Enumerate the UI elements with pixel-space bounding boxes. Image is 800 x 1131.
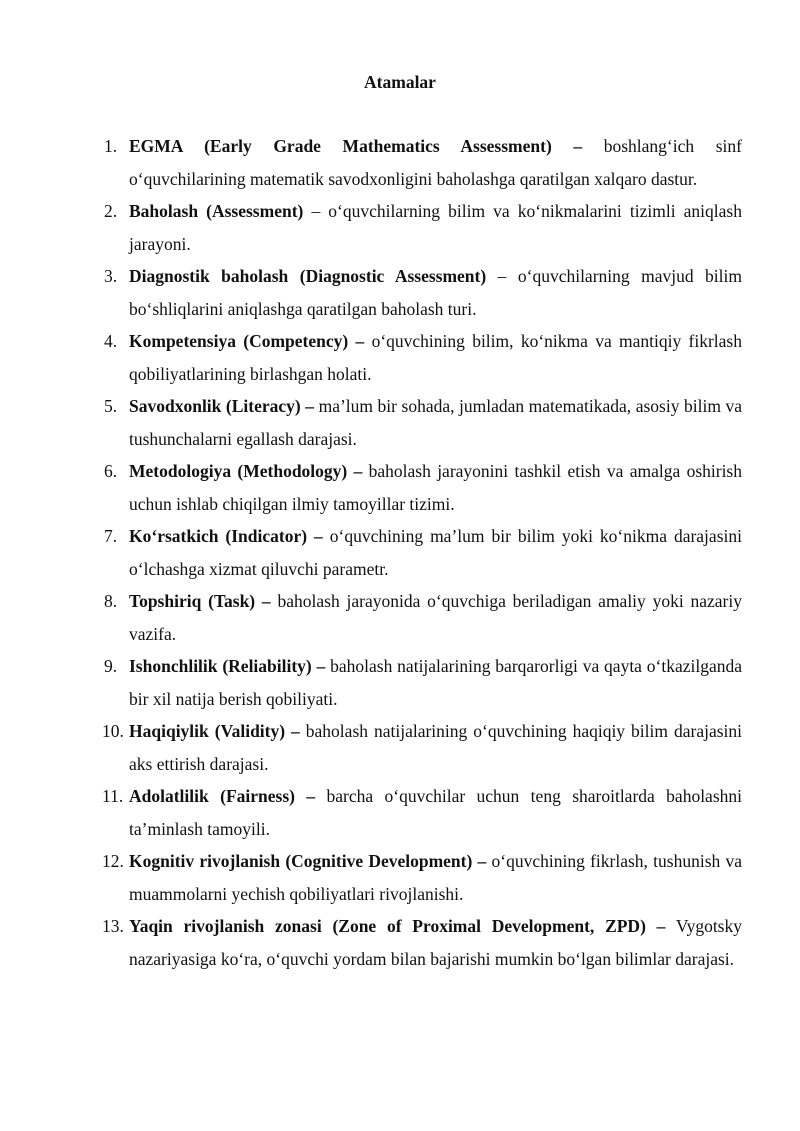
list-item bbox=[0, 390, 800, 455]
list-item bbox=[0, 260, 800, 325]
term-text: Yaqin rivojlanish zonasi (Zone of Proximal Development, ZPD) – bbox=[129, 916, 666, 936]
definition-text: o‘quvchining bilim, ko‘nikma va mantiqiy fikrlash qobiliyatlarining birlashgan holati. bbox=[129, 331, 742, 384]
term-text: EGMA (Early Grade Mathematics Assessment) – bbox=[129, 136, 583, 156]
term-text: Kognitiv rivojlanish (Cognitive Development) – bbox=[129, 851, 487, 871]
item-number: 1. bbox=[104, 136, 118, 156]
item-number: 4. bbox=[104, 331, 118, 351]
item-number: 2. bbox=[104, 201, 118, 221]
list-item bbox=[0, 195, 800, 260]
definition-text: baholash natijalarining o‘quvchining haqiqiy bilim darajasini aks ettirish darajasi. bbox=[129, 721, 743, 774]
item-number: 11. bbox=[102, 786, 124, 806]
definition-text: Vygotsky nazariyasiga ko‘ra, o‘quvchi yordam bilan bajarishi mumkin bo‘lgan bilimlar darajasi. bbox=[129, 916, 742, 969]
definition-text: o‘quvchining ma’lum bir bilim yoki ko‘nikma darajasini o‘lchashga xizmat qiluvchi parametr. bbox=[129, 526, 742, 579]
definition-text: baholash jarayonida o‘quvchiga beriladigan amaliy yoki nazariy vazifa. bbox=[129, 591, 742, 644]
term-text: Savodxonlik (Literacy) – bbox=[129, 396, 315, 416]
list-item bbox=[0, 585, 800, 650]
term-text: Adolatlilik (Fairness) – bbox=[129, 786, 316, 806]
definition-text: – o‘quvchilarning bilim va ko‘nikmalarini tizimli aniqlash jarayoni. bbox=[129, 201, 742, 254]
definition-text: boshlang‘ich sinf o‘quvchilarining matematik savodxonligini baholashga qaratilgan xalqaro dastur. bbox=[129, 136, 742, 189]
term-text: Ko‘rsatkich (Indicator) – bbox=[129, 526, 323, 546]
definition-text: baholash natijalarining barqarorligi va qayta o‘tkazilganda bir xil natija berish qobiliyati. bbox=[129, 656, 743, 709]
item-number: 5. bbox=[104, 396, 118, 416]
list-item bbox=[0, 780, 800, 845]
item-number: 9. bbox=[104, 656, 118, 676]
term-text: Topshiriq (Task) – bbox=[129, 591, 271, 611]
term-text: Haqiqiylik (Validity) – bbox=[129, 721, 300, 741]
term-text: Metodologiya (Methodology) – bbox=[129, 461, 363, 481]
item-number: 13. bbox=[102, 916, 124, 936]
definition-text: barcha o‘quvchilar uchun teng sharoitlarda baholashni ta’minlash tamoyili. bbox=[129, 786, 742, 839]
item-number: 10. bbox=[102, 721, 124, 741]
item-number: 12. bbox=[102, 851, 124, 871]
list-item bbox=[0, 715, 800, 780]
term-text: Baholash (Assessment) bbox=[129, 201, 304, 221]
list-item bbox=[0, 910, 800, 975]
item-number: 8. bbox=[104, 591, 118, 611]
definition-text: baholash jarayonini tashkil etish va amalga oshirish uchun ishlab chiqilgan ilmiy tamoyillar tizimi. bbox=[129, 461, 742, 514]
definition-text: ma’lum bir sohada, jumladan matematikada, asosiy bilim va tushunchalarni egallash darajasi. bbox=[129, 396, 742, 449]
list-item bbox=[0, 325, 800, 390]
item-number: 3. bbox=[104, 266, 118, 286]
page-title: Atamalar bbox=[364, 72, 436, 92]
term-text: Kompetensiya (Competency) – bbox=[129, 331, 365, 351]
list-item bbox=[0, 520, 800, 585]
definition-text: – o‘quvchilarning mavjud bilim bo‘shliqlarini aniqlashga qaratilgan baholash turi. bbox=[129, 266, 742, 319]
item-number: 6. bbox=[104, 461, 118, 481]
list-item bbox=[0, 130, 800, 195]
definition-text: o‘quvchining fikrlash, tushunish va muammolarni yechish qobiliyatlari rivojlanishi. bbox=[129, 851, 743, 904]
list-item bbox=[0, 455, 800, 520]
list-item bbox=[0, 845, 800, 910]
item-number: 7. bbox=[104, 526, 118, 546]
term-text: Ishonchlilik (Reliability) – bbox=[129, 656, 326, 676]
term-text: Diagnostik baholash (Diagnostic Assessment) bbox=[129, 266, 487, 286]
terms-list bbox=[0, 130, 800, 975]
list-item bbox=[0, 650, 800, 715]
